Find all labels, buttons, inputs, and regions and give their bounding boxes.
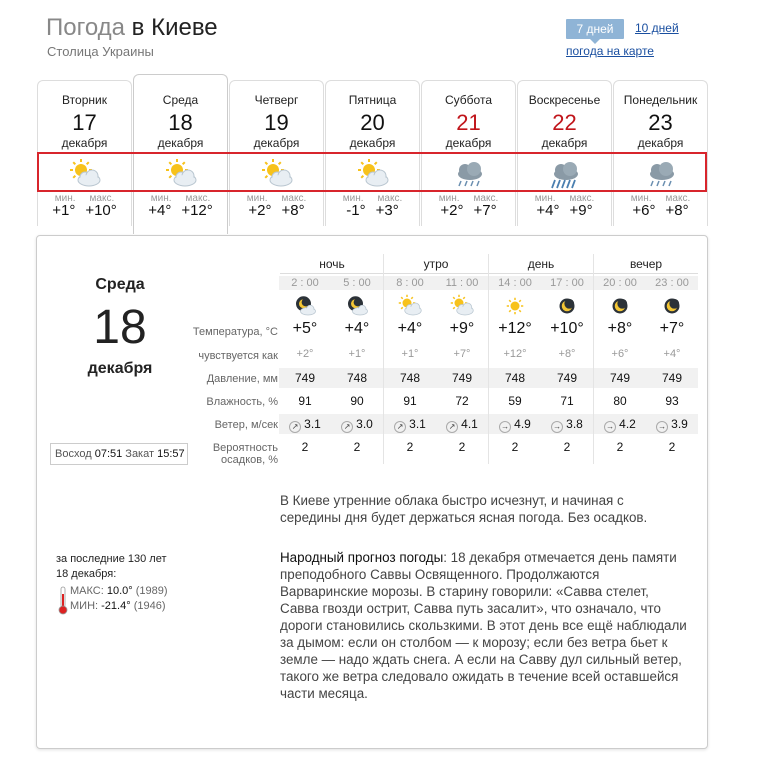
day-icon-wrap bbox=[614, 156, 707, 192]
day-number: 17 bbox=[72, 110, 97, 135]
min-temp: +4° bbox=[536, 202, 560, 219]
day-name: Воскресенье bbox=[528, 93, 601, 107]
day-tabs bbox=[37, 80, 709, 232]
hour-humidity: 91 bbox=[298, 394, 312, 408]
sun-icon bbox=[500, 294, 530, 318]
hour-wind: → 3.8 bbox=[541, 414, 593, 434]
min-temp: +2° bbox=[440, 202, 464, 219]
thermometer-icon bbox=[58, 586, 68, 616]
max-temp: +8° bbox=[665, 202, 689, 219]
max-temp: +3° bbox=[375, 202, 399, 219]
moon-cloud-icon bbox=[290, 294, 320, 318]
moon-icon bbox=[552, 294, 582, 318]
hour-pressure: 749 bbox=[436, 368, 488, 388]
min-temp: +6° bbox=[632, 202, 656, 219]
wind-direction-icon: ↗ bbox=[394, 421, 406, 433]
hour-wind: ↗ 4.1 bbox=[436, 414, 488, 434]
hour-temperature: +5° bbox=[292, 320, 318, 337]
sun-cloud-icon bbox=[161, 158, 201, 190]
hour-time: 20 : 00 bbox=[594, 276, 646, 290]
hour-icon-wrap bbox=[541, 292, 593, 320]
sun-cloud-icon bbox=[257, 158, 297, 190]
period-4: вечер bbox=[594, 254, 698, 274]
hour-pressure: 749 bbox=[594, 368, 646, 388]
selected-day-number: 18 bbox=[93, 301, 147, 354]
hour-temperature: +7° bbox=[659, 320, 685, 337]
day-month: декабря bbox=[349, 136, 396, 150]
label-precip: Вероятность осадков, % bbox=[212, 442, 278, 466]
min-max-temps bbox=[134, 202, 227, 219]
min-temp: +1° bbox=[52, 202, 76, 219]
hour-pressure: 748 bbox=[331, 368, 383, 388]
wind-direction-icon: → bbox=[501, 422, 510, 431]
day-number: 23 bbox=[648, 110, 673, 135]
min-max-temps bbox=[38, 202, 131, 219]
hour-wind: → 4.9 bbox=[489, 414, 541, 434]
day-month: декабря bbox=[61, 136, 108, 150]
day-month: декабря bbox=[157, 136, 204, 150]
day-name: Вторник bbox=[62, 93, 107, 107]
day-number: 19 bbox=[264, 110, 289, 135]
hour-pressure: 749 bbox=[279, 368, 331, 388]
day-icon-wrap bbox=[518, 156, 611, 192]
historical-records: за последние 130 лет 18 декабря: МАКС: 10.0° (1989) МИН: -21.4° (1946) bbox=[56, 552, 167, 582]
min-max-labels: мин. макс. bbox=[534, 193, 595, 204]
moon-icon bbox=[605, 294, 635, 318]
min-max-labels: мин. макс. bbox=[246, 193, 307, 204]
hour-humidity: 80 bbox=[613, 394, 627, 408]
min-max-labels: мин. макс. bbox=[150, 193, 211, 204]
wind-direction-icon: ↗ bbox=[289, 421, 301, 433]
day-tab-3[interactable] bbox=[229, 80, 324, 226]
hour-time: 14 : 00 bbox=[489, 276, 541, 290]
history-record-values: МАКС: 10.0° (1989) МИН: -21.4° (1946) bbox=[70, 585, 168, 612]
hour-feels-like: +7° bbox=[453, 348, 471, 360]
hour-feels-like: +1° bbox=[401, 348, 419, 360]
page-title: Погода в Киеве bbox=[46, 14, 218, 41]
folk-forecast: Народный прогноз погоды: 18 декабря отмечается день памяти преподобного Саввы Освященного. Продолжаются Варваринские морозы. В старину говорили: «Савва стелет, Савва гвозди острит, Савва путь засалит», что означало, что дороги становились скользкими. В этот день все ещё наблюдали за дымом: если он столбом — к морозу; если без ветра бьет к земле — надо ждать снега. А если на Савву дул сильный ветер, такого же ветра следовало ожидать в течение всей оставшейся части месяца. bbox=[280, 550, 687, 701]
hour-temperature: +10° bbox=[550, 320, 584, 337]
hour-feels-like: +1° bbox=[348, 348, 366, 360]
day-icon-wrap bbox=[422, 156, 515, 192]
sun-cloud-icon bbox=[395, 294, 425, 318]
wind-direction-icon: → bbox=[658, 422, 667, 431]
day-tab-6[interactable] bbox=[517, 80, 612, 226]
hour-pressure: 749 bbox=[541, 368, 593, 388]
label-wind: Ветер, м/сек bbox=[214, 419, 278, 431]
day-icon-wrap bbox=[38, 156, 131, 192]
sun-cloud-icon bbox=[65, 158, 105, 190]
ten-days-link[interactable]: 10 дней bbox=[635, 21, 679, 35]
seven-days-button[interactable]: 7 дней bbox=[566, 19, 624, 39]
hour-pressure: 749 bbox=[646, 368, 698, 388]
hour-wind: ↗ 3.1 bbox=[384, 414, 436, 434]
moon-icon bbox=[657, 294, 687, 318]
hour-humidity: 90 bbox=[350, 394, 364, 408]
hour-feels-like: +12° bbox=[503, 348, 527, 360]
sun-cloud-icon bbox=[353, 158, 393, 190]
hour-time: 2 : 00 bbox=[279, 276, 331, 290]
min-max-labels: мин. макс. bbox=[438, 193, 499, 204]
cloud-rain-icon bbox=[449, 158, 489, 190]
day-name: Понедельник bbox=[623, 93, 698, 107]
hour-icon-wrap bbox=[646, 292, 698, 320]
day-number: 21 bbox=[456, 110, 481, 135]
hour-time: 8 : 00 bbox=[384, 276, 436, 290]
max-temp: +8° bbox=[281, 202, 305, 219]
cloud-rain-icon bbox=[641, 158, 681, 190]
hour-precip: 2 bbox=[301, 440, 309, 454]
hour-wind: ↗ 3.1 bbox=[279, 414, 331, 434]
forecast-description: В Киеве утренние облака быстро исчезнут, и начиная с середины дня будет держаться ясная погода. Без осадков. bbox=[280, 493, 648, 525]
hour-time: 11 : 00 bbox=[436, 276, 488, 290]
period-1: ночь bbox=[280, 254, 384, 274]
hour-icon-wrap bbox=[489, 292, 541, 320]
period-3: день bbox=[489, 254, 593, 274]
hour-temperature: +9° bbox=[449, 320, 475, 337]
day-number: 20 bbox=[360, 110, 385, 135]
hour-temperature: +4° bbox=[344, 320, 370, 337]
day-month: декабря bbox=[541, 136, 588, 150]
hour-temperature: +12° bbox=[498, 320, 532, 337]
hour-precip: 2 bbox=[511, 440, 519, 454]
day-number: 22 bbox=[552, 110, 577, 135]
hour-humidity: 93 bbox=[665, 394, 679, 408]
min-max-temps bbox=[326, 202, 419, 219]
hour-wind: ↗ 3.0 bbox=[331, 414, 383, 434]
selected-day-name: Среда bbox=[95, 276, 145, 293]
day-number: 18 bbox=[168, 110, 193, 135]
label-humidity: Влажность, % bbox=[206, 396, 278, 408]
hour-icon-wrap bbox=[331, 292, 383, 320]
min-max-labels: мин. макс. bbox=[54, 193, 115, 204]
hour-wind: → 3.9 bbox=[646, 414, 698, 434]
day-icon-wrap bbox=[326, 156, 419, 192]
day-tab-5[interactable] bbox=[421, 80, 516, 226]
hour-time: 17 : 00 bbox=[541, 276, 593, 290]
max-temp: +10° bbox=[85, 202, 117, 219]
moon-cloud-icon bbox=[342, 294, 372, 318]
day-icon-wrap bbox=[134, 156, 227, 192]
day-month: декабря bbox=[445, 136, 492, 150]
day-tab-1[interactable] bbox=[37, 80, 132, 226]
day-tab-2[interactable] bbox=[133, 74, 228, 234]
sun-times: Восход 07:51 Закат 15:57 bbox=[50, 443, 188, 465]
hour-precip: 2 bbox=[353, 440, 361, 454]
min-max-temps bbox=[230, 202, 323, 219]
hour-time: 5 : 00 bbox=[331, 276, 383, 290]
min-temp: +2° bbox=[248, 202, 272, 219]
hour-temperature: +8° bbox=[607, 320, 633, 337]
max-temp: +9° bbox=[569, 202, 593, 219]
hour-precip: 2 bbox=[406, 440, 414, 454]
hour-wind: → 4.2 bbox=[594, 414, 646, 434]
hour-precip: 2 bbox=[668, 440, 676, 454]
weather-map-link[interactable]: погода на карте bbox=[566, 44, 654, 58]
day-name: Пятница bbox=[348, 93, 397, 107]
hour-icon-wrap bbox=[436, 292, 488, 320]
min-max-temps bbox=[518, 202, 611, 219]
day-tab-7[interactable] bbox=[613, 80, 708, 226]
cloud-heavy-rain-icon bbox=[545, 158, 585, 190]
day-name: Суббота bbox=[445, 93, 492, 107]
day-name: Четверг bbox=[254, 93, 299, 107]
label-feels-like: чувствуется как bbox=[198, 350, 278, 362]
label-pressure: Давление, мм bbox=[206, 373, 278, 385]
day-month: декабря bbox=[637, 136, 684, 150]
selected-day-month: декабря bbox=[87, 360, 153, 377]
label-temperature: Температура, °C bbox=[192, 326, 278, 338]
hour-feels-like: +6° bbox=[611, 348, 629, 360]
sun-cloud-icon bbox=[447, 294, 477, 318]
min-max-temps bbox=[614, 202, 707, 219]
hour-precip: 2 bbox=[616, 440, 624, 454]
min-temp: +4° bbox=[148, 202, 172, 219]
wind-direction-icon: → bbox=[553, 422, 562, 431]
page-subtitle: Столица Украины bbox=[47, 44, 154, 59]
hour-feels-like: +4° bbox=[663, 348, 681, 360]
day-tab-4[interactable] bbox=[325, 80, 420, 226]
hour-humidity: 91 bbox=[403, 394, 417, 408]
hour-icon-wrap bbox=[279, 292, 331, 320]
min-max-temps bbox=[422, 202, 515, 219]
hour-pressure: 748 bbox=[489, 368, 541, 388]
wind-direction-icon: ↗ bbox=[341, 421, 353, 433]
period-2: утро bbox=[384, 254, 488, 274]
hour-feels-like: +2° bbox=[296, 348, 314, 360]
hour-humidity: 71 bbox=[560, 394, 574, 408]
min-max-labels: мин. макс. bbox=[630, 193, 691, 204]
day-icon-wrap bbox=[230, 156, 323, 192]
hour-feels-like: +8° bbox=[558, 348, 576, 360]
wind-direction-icon: ↗ bbox=[446, 421, 458, 433]
day-name: Среда bbox=[162, 93, 199, 107]
max-temp: +7° bbox=[473, 202, 497, 219]
hour-pressure: 748 bbox=[384, 368, 436, 388]
max-temp: +12° bbox=[181, 202, 213, 219]
wind-direction-icon: → bbox=[606, 422, 615, 431]
min-max-labels: мин. макс. bbox=[342, 193, 403, 204]
hour-precip: 2 bbox=[458, 440, 466, 454]
hour-icon-wrap bbox=[594, 292, 646, 320]
hour-temperature: +4° bbox=[397, 320, 423, 337]
day-month: декабря bbox=[253, 136, 300, 150]
hour-icon-wrap bbox=[384, 292, 436, 320]
hour-humidity: 72 bbox=[455, 394, 469, 408]
min-temp: -1° bbox=[346, 202, 366, 219]
hour-precip: 2 bbox=[563, 440, 571, 454]
hour-humidity: 59 bbox=[508, 394, 522, 408]
hour-time: 23 : 00 bbox=[646, 276, 698, 290]
